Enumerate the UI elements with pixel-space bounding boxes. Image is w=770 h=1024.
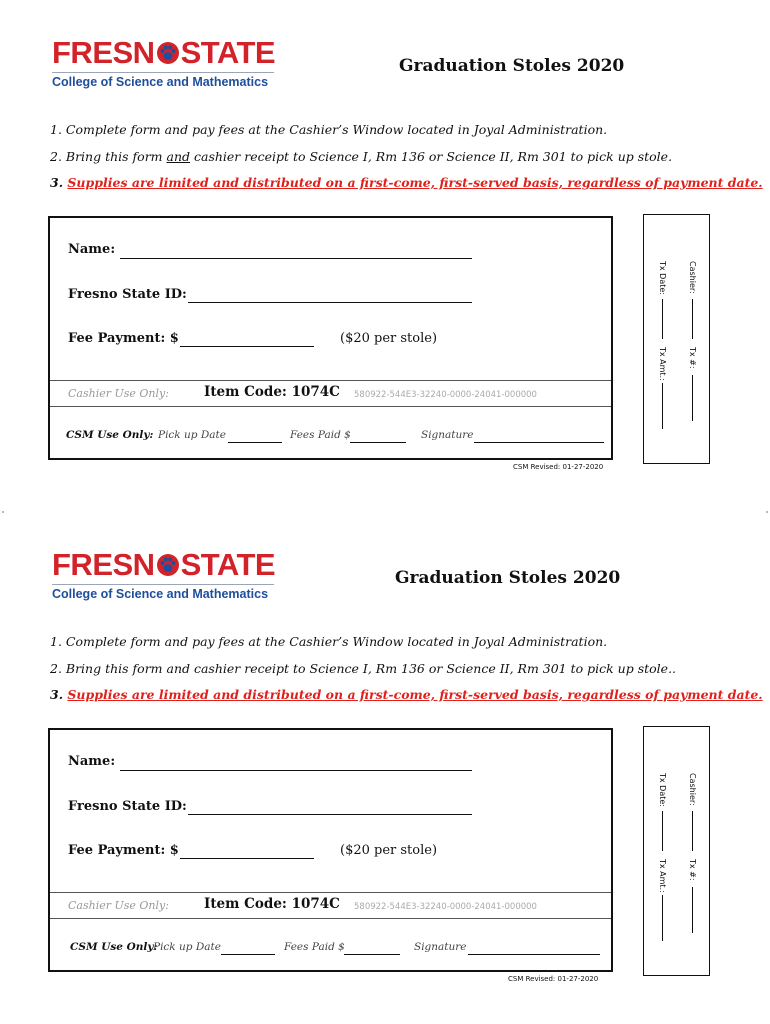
fees-paid-field[interactable] — [344, 954, 400, 955]
item-code: Item Code: 1074C — [204, 896, 340, 912]
logo-divider — [52, 584, 274, 585]
price-note: ($20 per stole) — [340, 843, 438, 858]
student-id-field[interactable] — [188, 302, 472, 303]
item-code: Item Code: 1074C — [204, 384, 340, 400]
signature-label: Signature — [414, 941, 467, 953]
stub-tx-amount-label: Tx Amt.: — [658, 347, 667, 381]
revision-date: CSM Revised: 01-27-2020 — [513, 463, 604, 471]
instruction-3-warning: 3. Supplies are limited and distributed on a first-come, first-served basis, regardless of payment date. — [50, 687, 763, 702]
stub-cashier-label: Cashier: — [688, 773, 697, 806]
logo-word-left: FRESN — [52, 35, 155, 70]
college-name: College of Science and Mathematics — [52, 587, 269, 601]
pickup-date-field[interactable] — [221, 954, 275, 955]
paw-icon — [156, 553, 180, 577]
pickup-date-label: Pick up Date — [153, 941, 221, 953]
instruction-2: 2. Bring this form and cashier receipt to Science I, Rm 136 or Science II, Rm 301 to pick up stole.. — [50, 661, 677, 676]
instruction-3-warning: 3. Supplies are limited and distributed on a first-come, first-served basis, regardless of payment date. — [50, 175, 763, 190]
stub-tx-number-field[interactable] — [692, 887, 693, 933]
stub-tx-amount-field[interactable] — [662, 895, 663, 941]
cashier-stub — [643, 726, 710, 976]
logo-divider — [52, 72, 274, 73]
stub-tx-number-label: Tx #: — [688, 347, 697, 369]
instruction-1: 1. Complete form and pay fees at the Cashier’s Window located in Joyal Administration. — [50, 122, 608, 137]
divider — [50, 892, 611, 893]
stub-tx-date-label: Tx Date: — [658, 773, 667, 807]
paw-icon — [156, 41, 180, 65]
stub-tx-number-label: Tx #: — [688, 859, 697, 881]
stub-tx-date-field[interactable] — [662, 299, 663, 339]
stub-tx-amount-field[interactable] — [662, 383, 663, 429]
name-field[interactable] — [120, 258, 472, 259]
account-number: 580922-544E3-32240-0000-24041-000000 — [354, 390, 537, 400]
fee-payment-field[interactable] — [180, 346, 314, 347]
pickup-date-field[interactable] — [228, 442, 282, 443]
stub-tx-date-label: Tx Date: — [658, 261, 667, 295]
name-label: Name: — [68, 242, 116, 257]
logo-word-right: STATE — [180, 35, 276, 70]
payment-box — [48, 728, 613, 972]
revision-date: CSM Revised: 01-27-2020 — [508, 975, 599, 983]
fee-payment-label: Fee Payment: $ — [68, 331, 179, 346]
price-note: ($20 per stole) — [340, 331, 438, 346]
student-id-field[interactable] — [188, 814, 472, 815]
account-number: 580922-544E3-32240-0000-24041-000000 — [354, 902, 537, 912]
cashier-use-label: Cashier Use Only: — [68, 387, 169, 400]
csm-use-row — [70, 941, 157, 953]
divider — [50, 380, 611, 381]
name-field[interactable] — [120, 770, 472, 771]
stub-tx-date-field[interactable] — [662, 811, 663, 851]
fresno-state-logo — [52, 36, 282, 92]
signature-field[interactable] — [468, 954, 600, 955]
stole-form-2 — [0, 512, 770, 1024]
payment-box — [48, 216, 613, 460]
instruction-2: 2. Bring this form and cashier receipt to Science I, Rm 136 or Science II, Rm 301 to pick up stole. — [50, 149, 673, 164]
cashier-stub — [643, 214, 710, 464]
csm-use-label: CSM Use Only: — [66, 429, 154, 441]
student-id-label: Fresno State ID: — [68, 799, 187, 814]
student-id-label: Fresno State ID: — [68, 287, 187, 302]
pickup-date-label: Pick up Date — [158, 429, 226, 441]
signature-label: Signature — [421, 429, 474, 441]
csm-use-label: CSM Use Only: — [70, 941, 158, 953]
fee-payment-label: Fee Payment: $ — [68, 843, 179, 858]
college-name: College of Science and Mathematics — [52, 75, 269, 89]
logo-word-left: FRESN — [52, 547, 155, 582]
fresno-state-logo — [52, 548, 282, 604]
name-label: Name: — [68, 754, 116, 769]
form-title: Graduation Stoles 2020 — [399, 56, 625, 76]
divider — [50, 406, 611, 407]
stub-cashier-label: Cashier: — [688, 261, 697, 294]
stub-tx-amount-label: Tx Amt.: — [658, 859, 667, 893]
form-title: Graduation Stoles 2020 — [395, 568, 621, 588]
instruction-1: 1. Complete form and pay fees at the Cashier’s Window located in Joyal Administration. — [50, 634, 608, 649]
cashier-use-label: Cashier Use Only: — [68, 899, 169, 912]
fees-paid-label: Fees Paid $ — [284, 941, 345, 953]
fees-paid-label: Fees Paid $ — [290, 429, 351, 441]
signature-field[interactable] — [474, 442, 604, 443]
stub-tx-number-field[interactable] — [692, 375, 693, 421]
csm-use-row — [66, 429, 153, 441]
fees-paid-field[interactable] — [350, 442, 406, 443]
stub-cashier-field[interactable] — [692, 811, 693, 851]
stub-cashier-field[interactable] — [692, 299, 693, 339]
logo-word-right: STATE — [180, 547, 276, 582]
fee-payment-field[interactable] — [180, 858, 314, 859]
divider — [50, 918, 611, 919]
